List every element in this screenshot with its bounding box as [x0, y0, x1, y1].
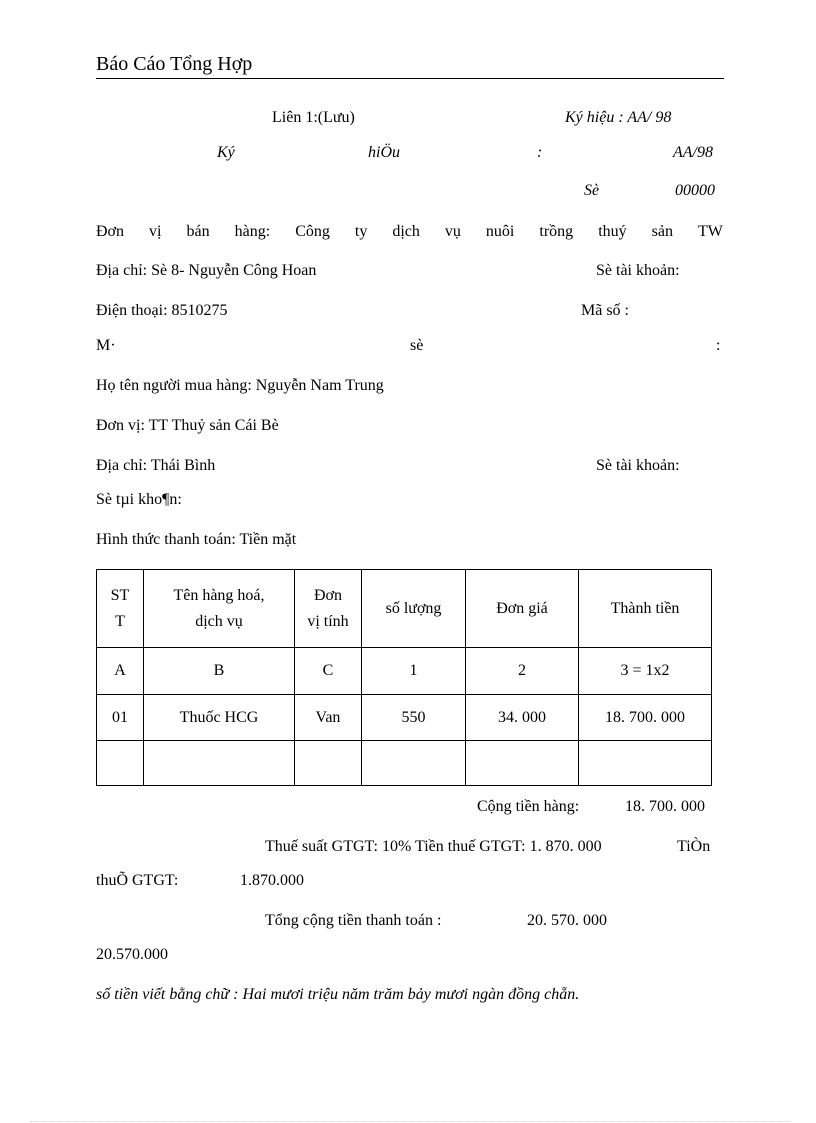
vat-continuation-value: 1.870.000 — [240, 872, 304, 889]
seller-tax-code-label: Mã số : — [581, 302, 629, 319]
symbol-word-3: : — [537, 144, 543, 161]
seller-account-label: Sè tài khoản: — [596, 262, 680, 279]
table-cell: 1 — [362, 648, 466, 695]
seller-word: vụ — [444, 223, 461, 240]
number-label: Sè — [584, 182, 600, 199]
seller-word: sản — [651, 223, 673, 240]
seller-word: Công — [295, 223, 330, 240]
table-cell: Thuốc HCG — [144, 695, 295, 741]
payment-method: Hình thức thanh toán: Tiền mặt — [96, 531, 297, 548]
table-header-row — [97, 570, 712, 648]
seller-word: TW — [698, 223, 723, 240]
number-value: 00000 — [675, 182, 715, 199]
vat-line-tail: TiÒn — [677, 838, 711, 855]
seller-code-word-1: M· — [96, 337, 116, 354]
seller-word: trồng — [539, 223, 574, 240]
table-row — [97, 695, 712, 741]
table-cell: 01 — [97, 695, 144, 741]
table-cell — [466, 741, 579, 786]
buyer-address: Địa chỉ: Thái Bình — [96, 457, 216, 474]
symbol-word-4: AA/98 — [673, 144, 713, 161]
header-cell-unit-price: Đơn giá — [466, 570, 579, 648]
table-cell: 2 — [466, 648, 579, 695]
grand-total-value: 20. 570. 000 — [527, 912, 607, 929]
subtotal-label: Cộng tiền hàng: — [477, 798, 580, 815]
buyer-name: Họ tên người mua hàng: Nguyễn Nam Trung — [96, 377, 384, 394]
table-cell — [295, 741, 362, 786]
seller-address: Địa chỉ: Sè 8- Nguyễn Công Hoan — [96, 262, 317, 279]
seller-word: nuôi — [485, 223, 515, 240]
table-cell — [362, 741, 466, 786]
table-cell — [97, 741, 144, 786]
seller-word: vị — [149, 223, 162, 240]
seller-code-word-2: sè — [410, 337, 424, 354]
copy-label: Liên 1:(Lưu) — [272, 109, 355, 126]
table-cell: Van — [295, 695, 362, 741]
page-bottom-dotted-rule — [30, 1121, 790, 1122]
seller-code-word-3: : — [716, 337, 721, 354]
subtotal-value: 18. 700. 000 — [625, 798, 705, 815]
table-cell: B — [144, 648, 295, 695]
table-cell: 550 — [362, 695, 466, 741]
grand-total-continuation: 20.570.000 — [96, 946, 168, 963]
grand-total-label: Tổng cộng tiền thanh toán : — [265, 912, 442, 929]
table-cell: 34. 000 — [466, 695, 579, 741]
seller-name-line — [96, 223, 723, 241]
symbol-line: Ký hiệu : AA/ 98 — [565, 109, 672, 126]
header-cell-amount: Thành tiền — [579, 570, 712, 648]
header-cell-unit: Đơn vị tính — [295, 570, 362, 648]
amount-in-words: số tiền viết bằng chữ : Hai mươi triệu năm trăm bảy mươi ngàn đồng chẵn. — [96, 986, 580, 1003]
symbol-word-1: Ký — [217, 144, 235, 161]
seller-phone: Điện thoại: 8510275 — [96, 302, 228, 319]
buyer-account-label: Sè tài khoản: — [596, 457, 680, 474]
table-cell — [579, 741, 712, 786]
seller-word: thuý — [598, 223, 627, 240]
vat-continuation-label: thuÕ GTGT: — [96, 872, 179, 889]
seller-word: dịch — [392, 223, 420, 240]
header-cell-stt: ST T — [97, 570, 144, 648]
page-header-title: Báo Cáo Tổng Hợp — [96, 53, 253, 75]
header-cell-item: Tên hàng hoá, dịch vụ — [144, 570, 295, 648]
header-cell-quantity: số lượng — [362, 570, 466, 648]
seller-word: ty — [354, 223, 368, 240]
symbol-word-2: hiÖu — [368, 144, 400, 161]
table-cell: 18. 700. 000 — [579, 695, 712, 741]
seller-word: hàng: — [234, 223, 271, 240]
table-cell: C — [295, 648, 362, 695]
table-cell: A — [97, 648, 144, 695]
table-row-empty — [97, 741, 712, 786]
seller-word: Đơn — [96, 223, 125, 240]
table-cell — [144, 741, 295, 786]
vat-line: Thuế suất GTGT: 10% Tiền thuế GTGT: 1. 870. 000 — [265, 838, 602, 855]
seller-word: bán — [186, 223, 210, 240]
buyer-account-line: Sè tµi kho¶n: — [96, 491, 182, 508]
table-cell: 3 = 1x2 — [579, 648, 712, 695]
table-index-row — [97, 648, 712, 695]
invoice-items-table — [96, 569, 712, 786]
buyer-unit: Đơn vị: TT Thuỷ sản Cái Bè — [96, 417, 279, 434]
header-rule — [96, 78, 724, 79]
